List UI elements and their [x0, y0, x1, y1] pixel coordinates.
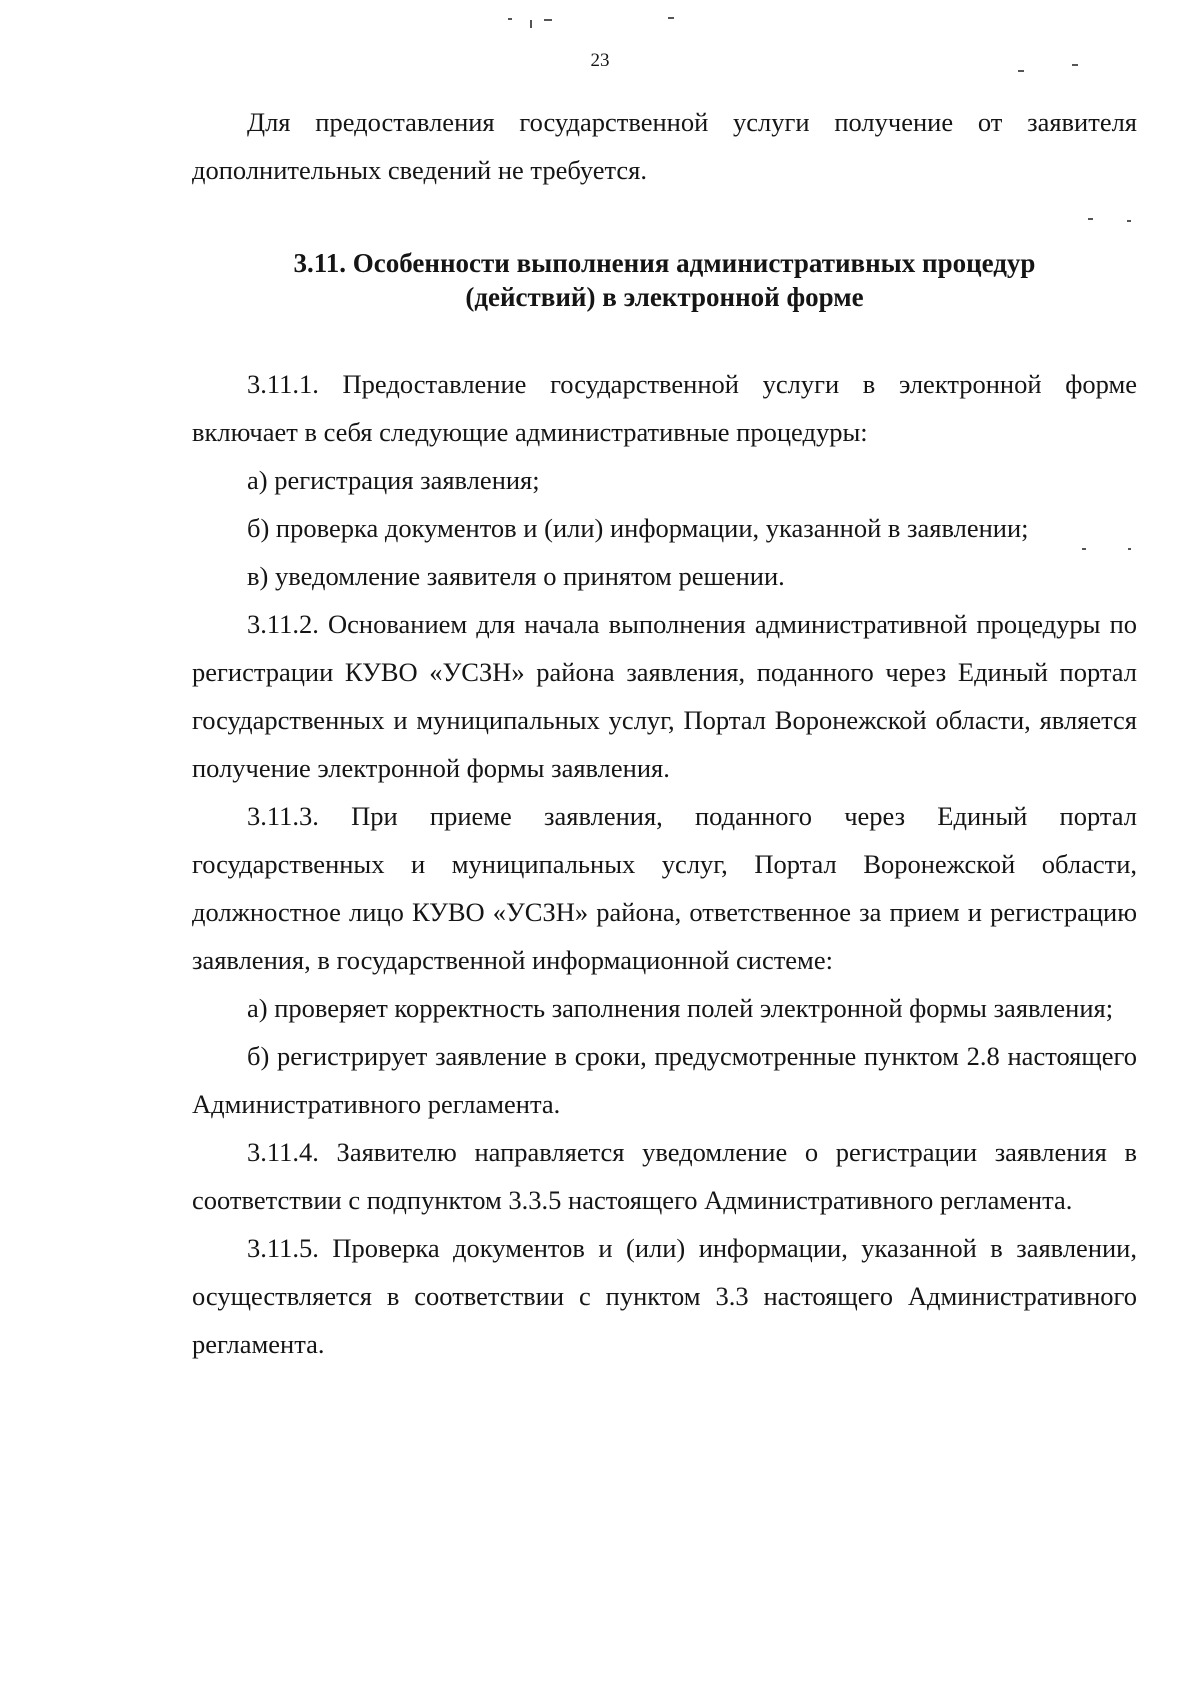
scan-artifact	[508, 18, 512, 20]
paragraph-3-11-3: 3.11.3. При приеме заявления, поданного через Единый портал государственных и муниципальных услуг, Портал Воронежской области, должностное лицо КУВО «УСЗН» района, ответственное за прием и регистрацию заявления, в государственной информационной системе:	[192, 801, 1137, 975]
scan-artifact	[1088, 218, 1093, 220]
paragraph-3-11-2: 3.11.2. Основанием для начала выполнения административной процедуры по регистрации КУВО «УСЗН» района заявления, поданного через Единый портал государственных и муниципальных услуг, Портал Воронежской области, является получение электронной формы заявления.	[192, 609, 1137, 783]
section-title-line2: (действий) в электронной форме	[465, 282, 864, 312]
list-item-c: в) уведомление заявителя о принятом решении.	[247, 561, 785, 591]
list-item-a: а) регистрация заявления;	[247, 465, 540, 495]
list-item-b: б) проверка документов и (или) информации, указанной в заявлении;	[247, 513, 1029, 543]
paragraph-3-11-1: 3.11.1. Предоставление государственной услуги в электронной форме включает в себя следующие административные процедуры:	[192, 369, 1137, 447]
scan-artifact	[530, 20, 532, 28]
scan-artifact	[668, 17, 674, 19]
paragraph-3-11-3-a: а) проверяет корректность заполнения полей электронной формы заявления;	[247, 993, 1114, 1023]
page-number-text: 23	[590, 50, 610, 71]
scan-artifact	[1127, 220, 1131, 222]
scan-artifact	[544, 19, 552, 21]
page-number	[0, 50, 1200, 72]
section-title-line1: 3.11. Особенности выполнения административных процедур	[293, 248, 1036, 278]
intro-paragraph: Для предоставления государственной услуги получение от заявителя дополнительных сведений не требуется.	[192, 107, 1137, 185]
intro-block	[192, 98, 1137, 194]
section-heading	[192, 246, 1200, 314]
paragraph-3-11-3-b: б) регистрирует заявление в сроки, предусмотренные пунктом 2.8 настоящего Административного регламента.	[192, 1041, 1137, 1119]
paragraph-3-11-4: 3.11.4. Заявителю направляется уведомление о регистрации заявления в соответствии с подпунктом 3.3.5 настоящего Административного регламента.	[192, 1137, 1137, 1215]
paragraph-3-11-5: 3.11.5. Проверка документов и (или) информации, указанной в заявлении, осуществляется в соответствии с пунктом 3.3 настоящего Административного регламента.	[192, 1233, 1137, 1359]
section-body	[192, 360, 1137, 1368]
